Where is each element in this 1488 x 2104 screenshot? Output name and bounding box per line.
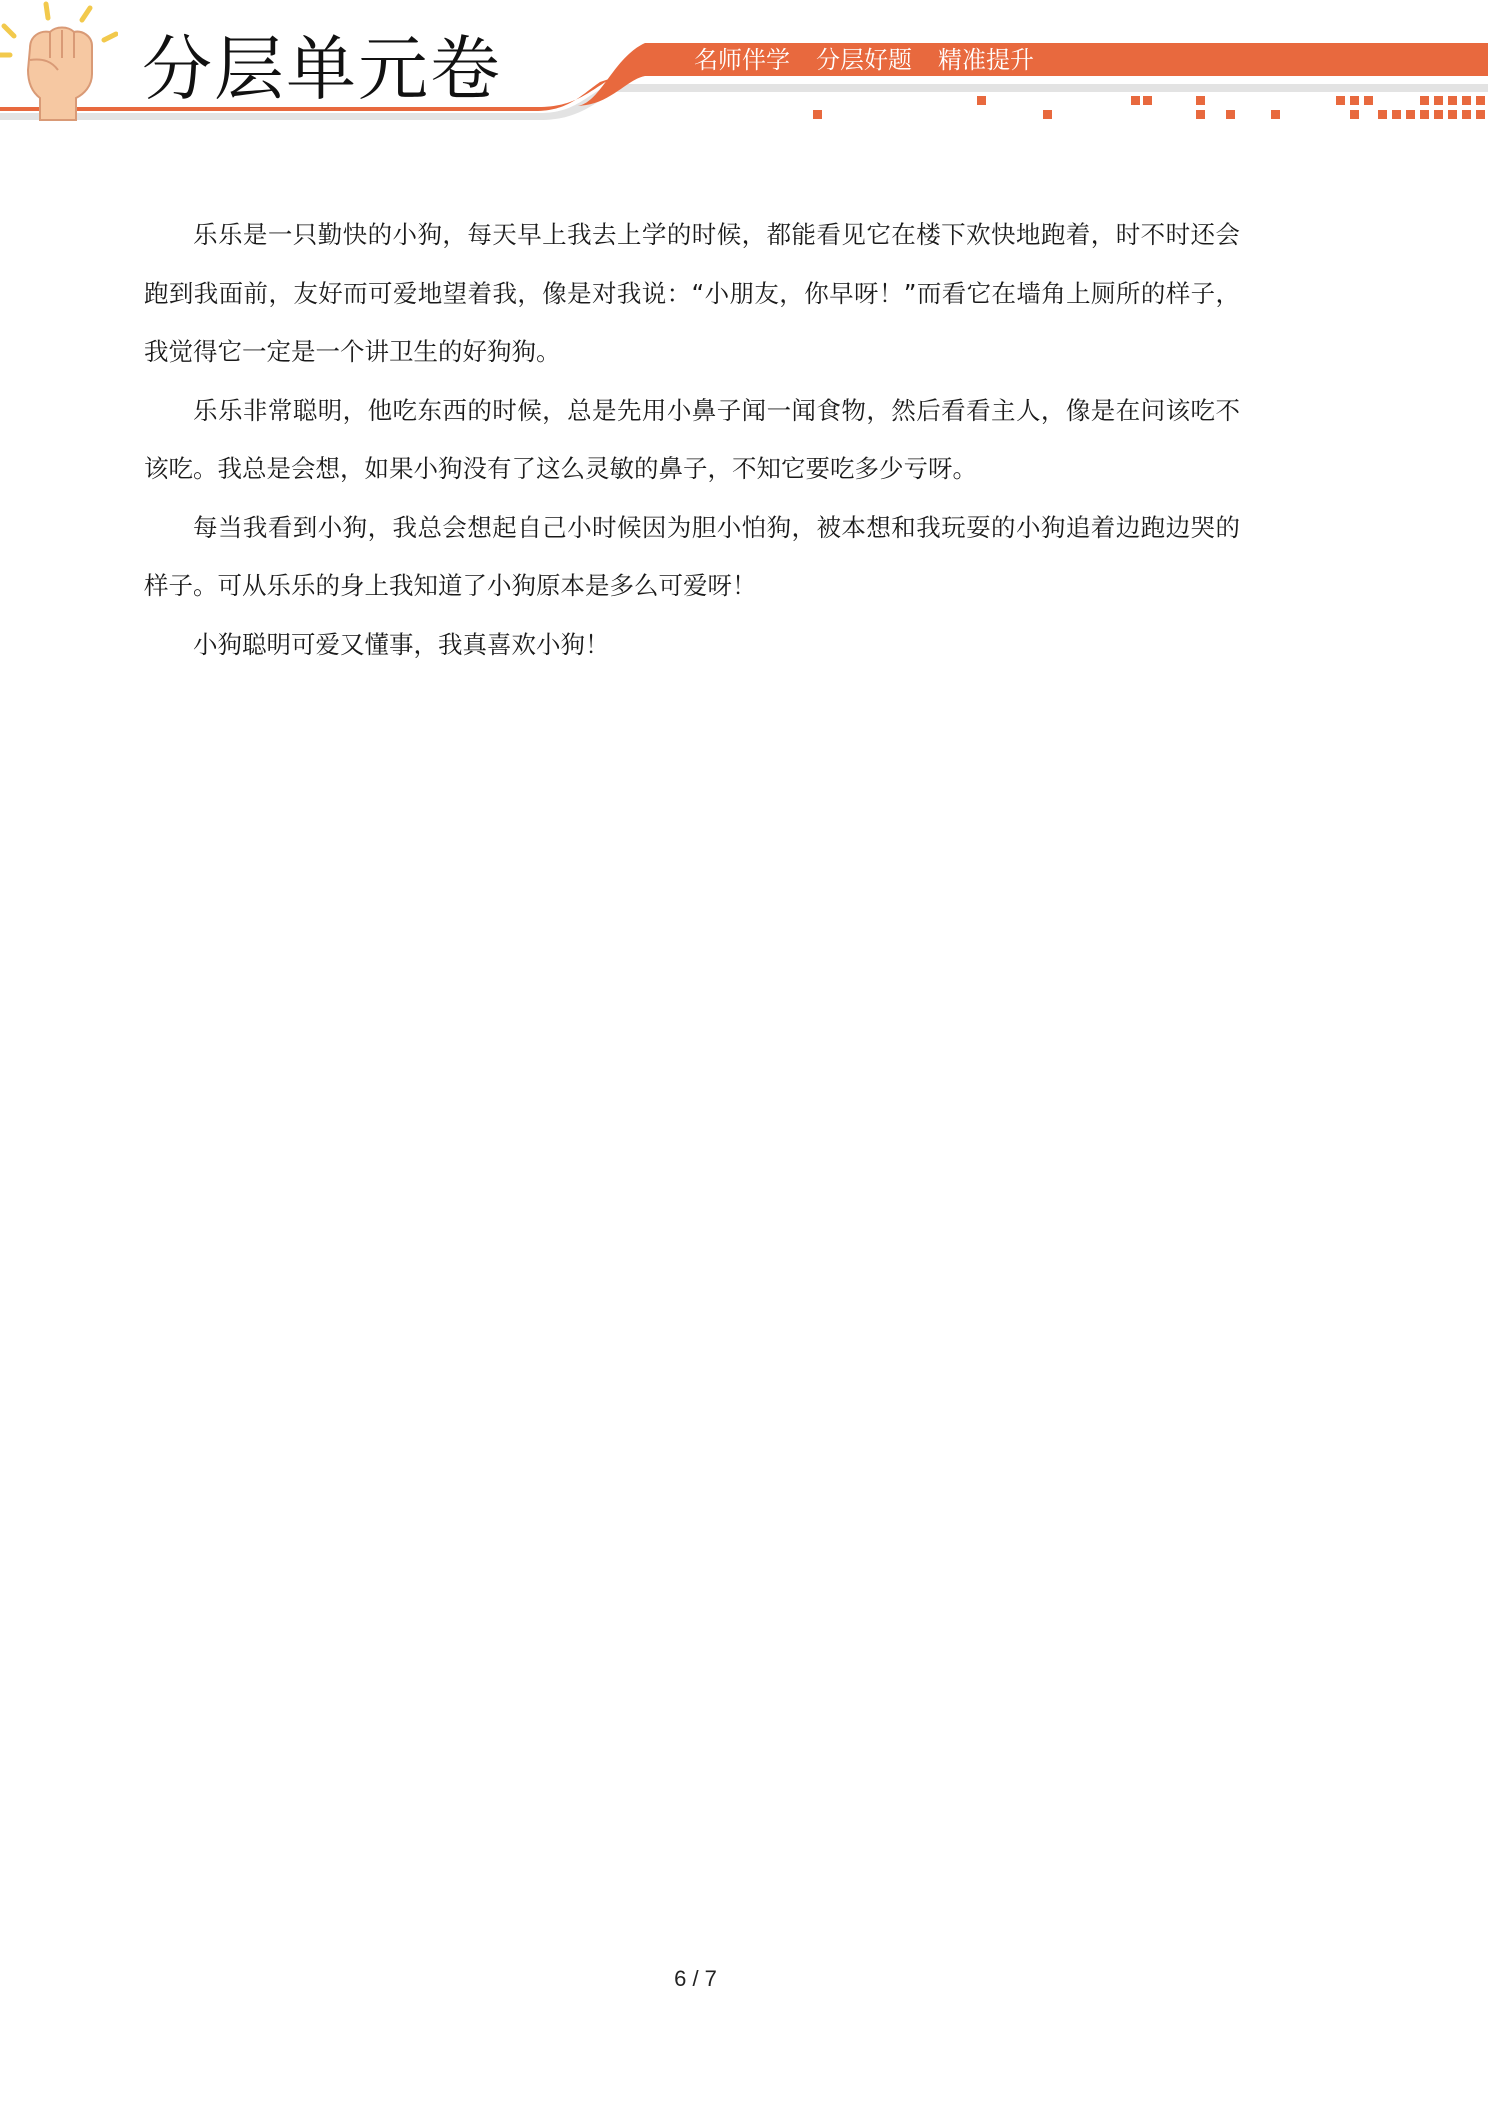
page-number: 6 / 7 xyxy=(674,1966,717,1991)
slogan-item: 精准提升 xyxy=(938,46,1034,74)
page-title: 分层单元卷 xyxy=(142,28,502,110)
decorative-squares xyxy=(813,96,1485,119)
paragraph: 乐乐是一只勤快的小狗，每天早上我去上学的时候，都能看见它在楼下欢快地跑着，时不时还会跑到我面前，友好而可爱地望着我，像是对我说：“小朋友，你早呀！”而看它在墙角上厕所的样子，我觉得它一定是一个讲卫生的好狗狗。 xyxy=(144,220,1240,366)
slogan-bar xyxy=(694,43,1034,77)
paragraph: 每当我看到小狗，我总会想起自己小时候因为胆小怕狗，被本想和我玩耍的小狗追着边跑边哭的样子。可从乐乐的身上我知道了小狗原本是多么可爱呀！ xyxy=(144,512,1240,600)
paragraph: 小狗聪明可爱又懂事，我真喜欢小狗！ xyxy=(193,629,610,659)
page-header xyxy=(0,0,1488,150)
article-body xyxy=(144,206,1240,674)
slogan-item: 分层好题 xyxy=(816,46,912,74)
raised-fist-icon xyxy=(0,0,118,122)
slogan-item: 名师伴学 xyxy=(694,46,790,74)
paragraph: 乐乐非常聪明，他吃东西的时候，总是先用小鼻子闻一闻食物，然后看看主人，像是在问该吃不该吃。我总是会想，如果小狗没有了这么灵敏的鼻子，不知它要吃多少亏呀。 xyxy=(144,395,1240,483)
